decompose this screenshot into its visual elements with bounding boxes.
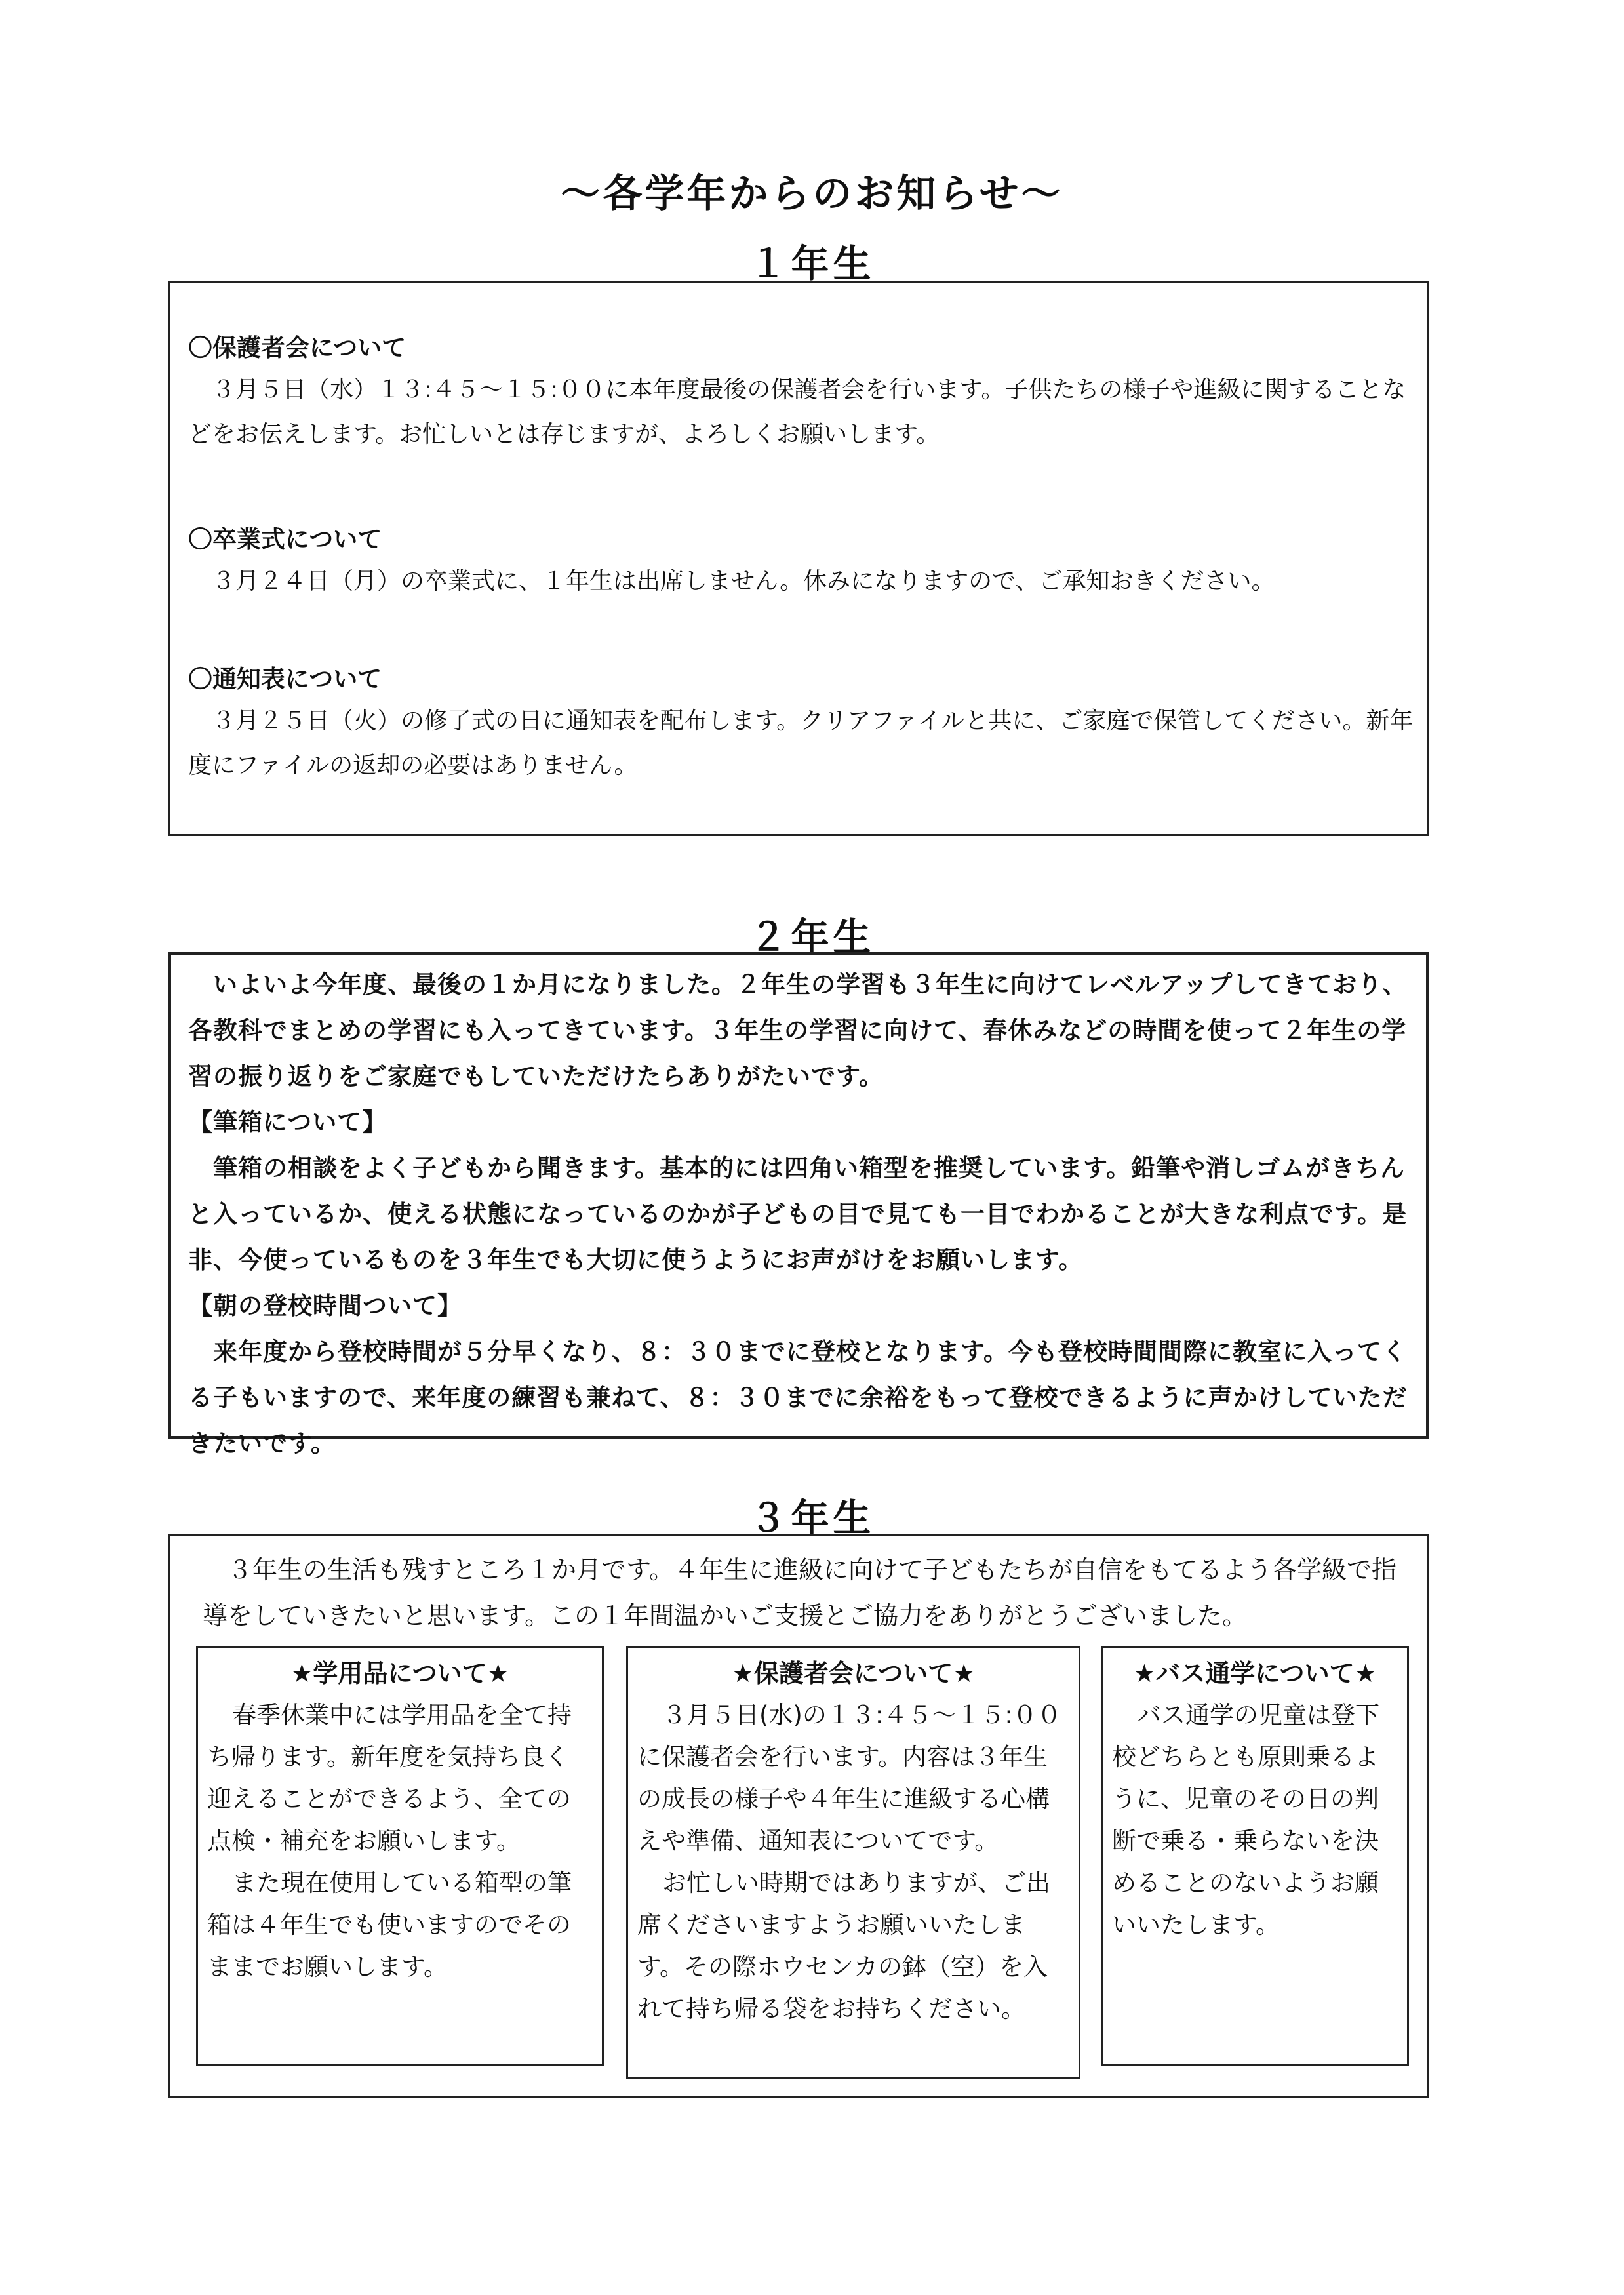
grade2-pencil-case-title: 【筆箱について】 [188, 1108, 387, 1136]
grade3-heading: ３年生 [749, 1496, 875, 1540]
grade1-meeting-body: ３月５日（水）１３:４５〜１５:００に本年度最後の保護者会を行います。子供たちの様子や進級に関することなどをお伝えします。お忙しいとは存じますが、よろしくお願いします。 [188, 376, 1406, 448]
grade3-supplies-para2: また現在使用している箱型の筆箱は４年生でも使いますのでそのままでお願いします。 [207, 1869, 572, 1981]
grade1-graduation-section [188, 520, 1414, 604]
grade3-bus-para1: バス通学の児童は登下校どちらとも原則乗るように、児童のその日の判断で乗る・乗らないを決めることのないようお願いいたします。 [1112, 1701, 1379, 1939]
grade2-box [168, 952, 1429, 1458]
grade3-intro: ３年生の生活も残すところ１か月です。４年生に進級に向けて子どもたちが自信をもてるよう各学級で指導をしていきたいと思います。この１年間温かいご支援とご協力をありがとうございました。 [203, 1555, 1396, 1630]
grade3-supplies-body [207, 1694, 593, 1988]
grade2-pencil-case-body: 筆箱の相談をよく子どもから聞きます。基本的には四角い箱型を推奨しています。鉛筆や消しゴムがきちんと入っているか、使える状態になっているのかが子どもの目で見ても一目でわかることが大きな利点です。是非、今使っているものを３年生でも大切に使うようにお声がけをお願いします。 [188, 1154, 1408, 1274]
grade3-bus-box [1101, 1646, 1409, 2066]
grade2-text [188, 962, 1414, 1467]
grade1-heading: １年生 [749, 241, 875, 286]
grade3-supplies-para1: 春季休業中には学用品を全て持ち帰ります。新年度を気持ち良く迎えることができるよう、全ての点検・補充をお願いします。 [207, 1701, 572, 1855]
grade3-box [168, 1534, 1429, 2098]
grade3-bus-title: ★バス通学について★ [1133, 1659, 1377, 1688]
grade2-heading: ２年生 [749, 915, 875, 959]
grade1-report-title: 〇通知表について [188, 665, 382, 693]
grade3-bus-body [1112, 1694, 1398, 1946]
grade3-meeting-para1: ３月５日(水)の１３:４５〜１５:００に保護者会を行います。内容は３年生の成長の様子や４年生に進級する心構えや準備、通知表についてです。 [637, 1701, 1061, 1855]
grade1-report-body: ３月２５日（火）の修了式の日に通知表を配布します。クリアファイルと共に、ご家庭で保管してください。新年度にファイルの返却の必要はありません。 [188, 708, 1414, 779]
grade3-meeting-para2: お忙しい時期ではありますが、ご出席くださいますようお願いいたします。その際ホウセンカの鉢（空）を入れて持ち帰る袋をお持ちください。 [637, 1869, 1050, 2023]
grade2-arrival-body: 来年度から登校時間が５分早くなり、８：３０までに登校となります。今も登校時間間際に教室に入ってくる子もいますので、来年度の練習も兼ねて、８：３０までに余裕をもって登校できるように声かけしていただきたいです。 [188, 1338, 1408, 1458]
grade3-meeting-body [637, 1694, 1069, 2030]
grade1-meeting-title: 〇保護者会について [188, 334, 406, 362]
grade3-meeting-title: ★保護者会について★ [731, 1659, 976, 1688]
grade3-supplies-title: ★学用品について★ [290, 1659, 509, 1688]
grade3-intro-wrap [203, 1547, 1414, 1639]
grade3-meeting-box [626, 1646, 1080, 2079]
page-title: 〜各学年からのお知らせ〜 [561, 171, 1063, 217]
grade2-arrival-title: 【朝の登校時間ついて】 [188, 1292, 462, 1320]
grade1-box [168, 281, 1429, 836]
grade1-graduation-title: 〇卒業式について [188, 525, 382, 553]
grade2-intro: いよいよ今年度、最後の１か月になりました。２年生の学習も３年生に向けてレベルアップしてきており、各教科でまとめの学習にも入ってきています。３年生の学習に向けて、春休みなどの時間を使って２年生の学習の振り返りをご家庭でもしていただけたらありがたいです。 [188, 970, 1408, 1090]
grade1-graduation-body: ３月２４日（月）の卒業式に、１年生は出席しません。休みになりますので、ご承知おきください。 [212, 568, 1275, 595]
grade3-supplies-box [196, 1646, 604, 2066]
grade1-report-section [188, 660, 1414, 788]
grade1-meeting-section [188, 329, 1414, 457]
